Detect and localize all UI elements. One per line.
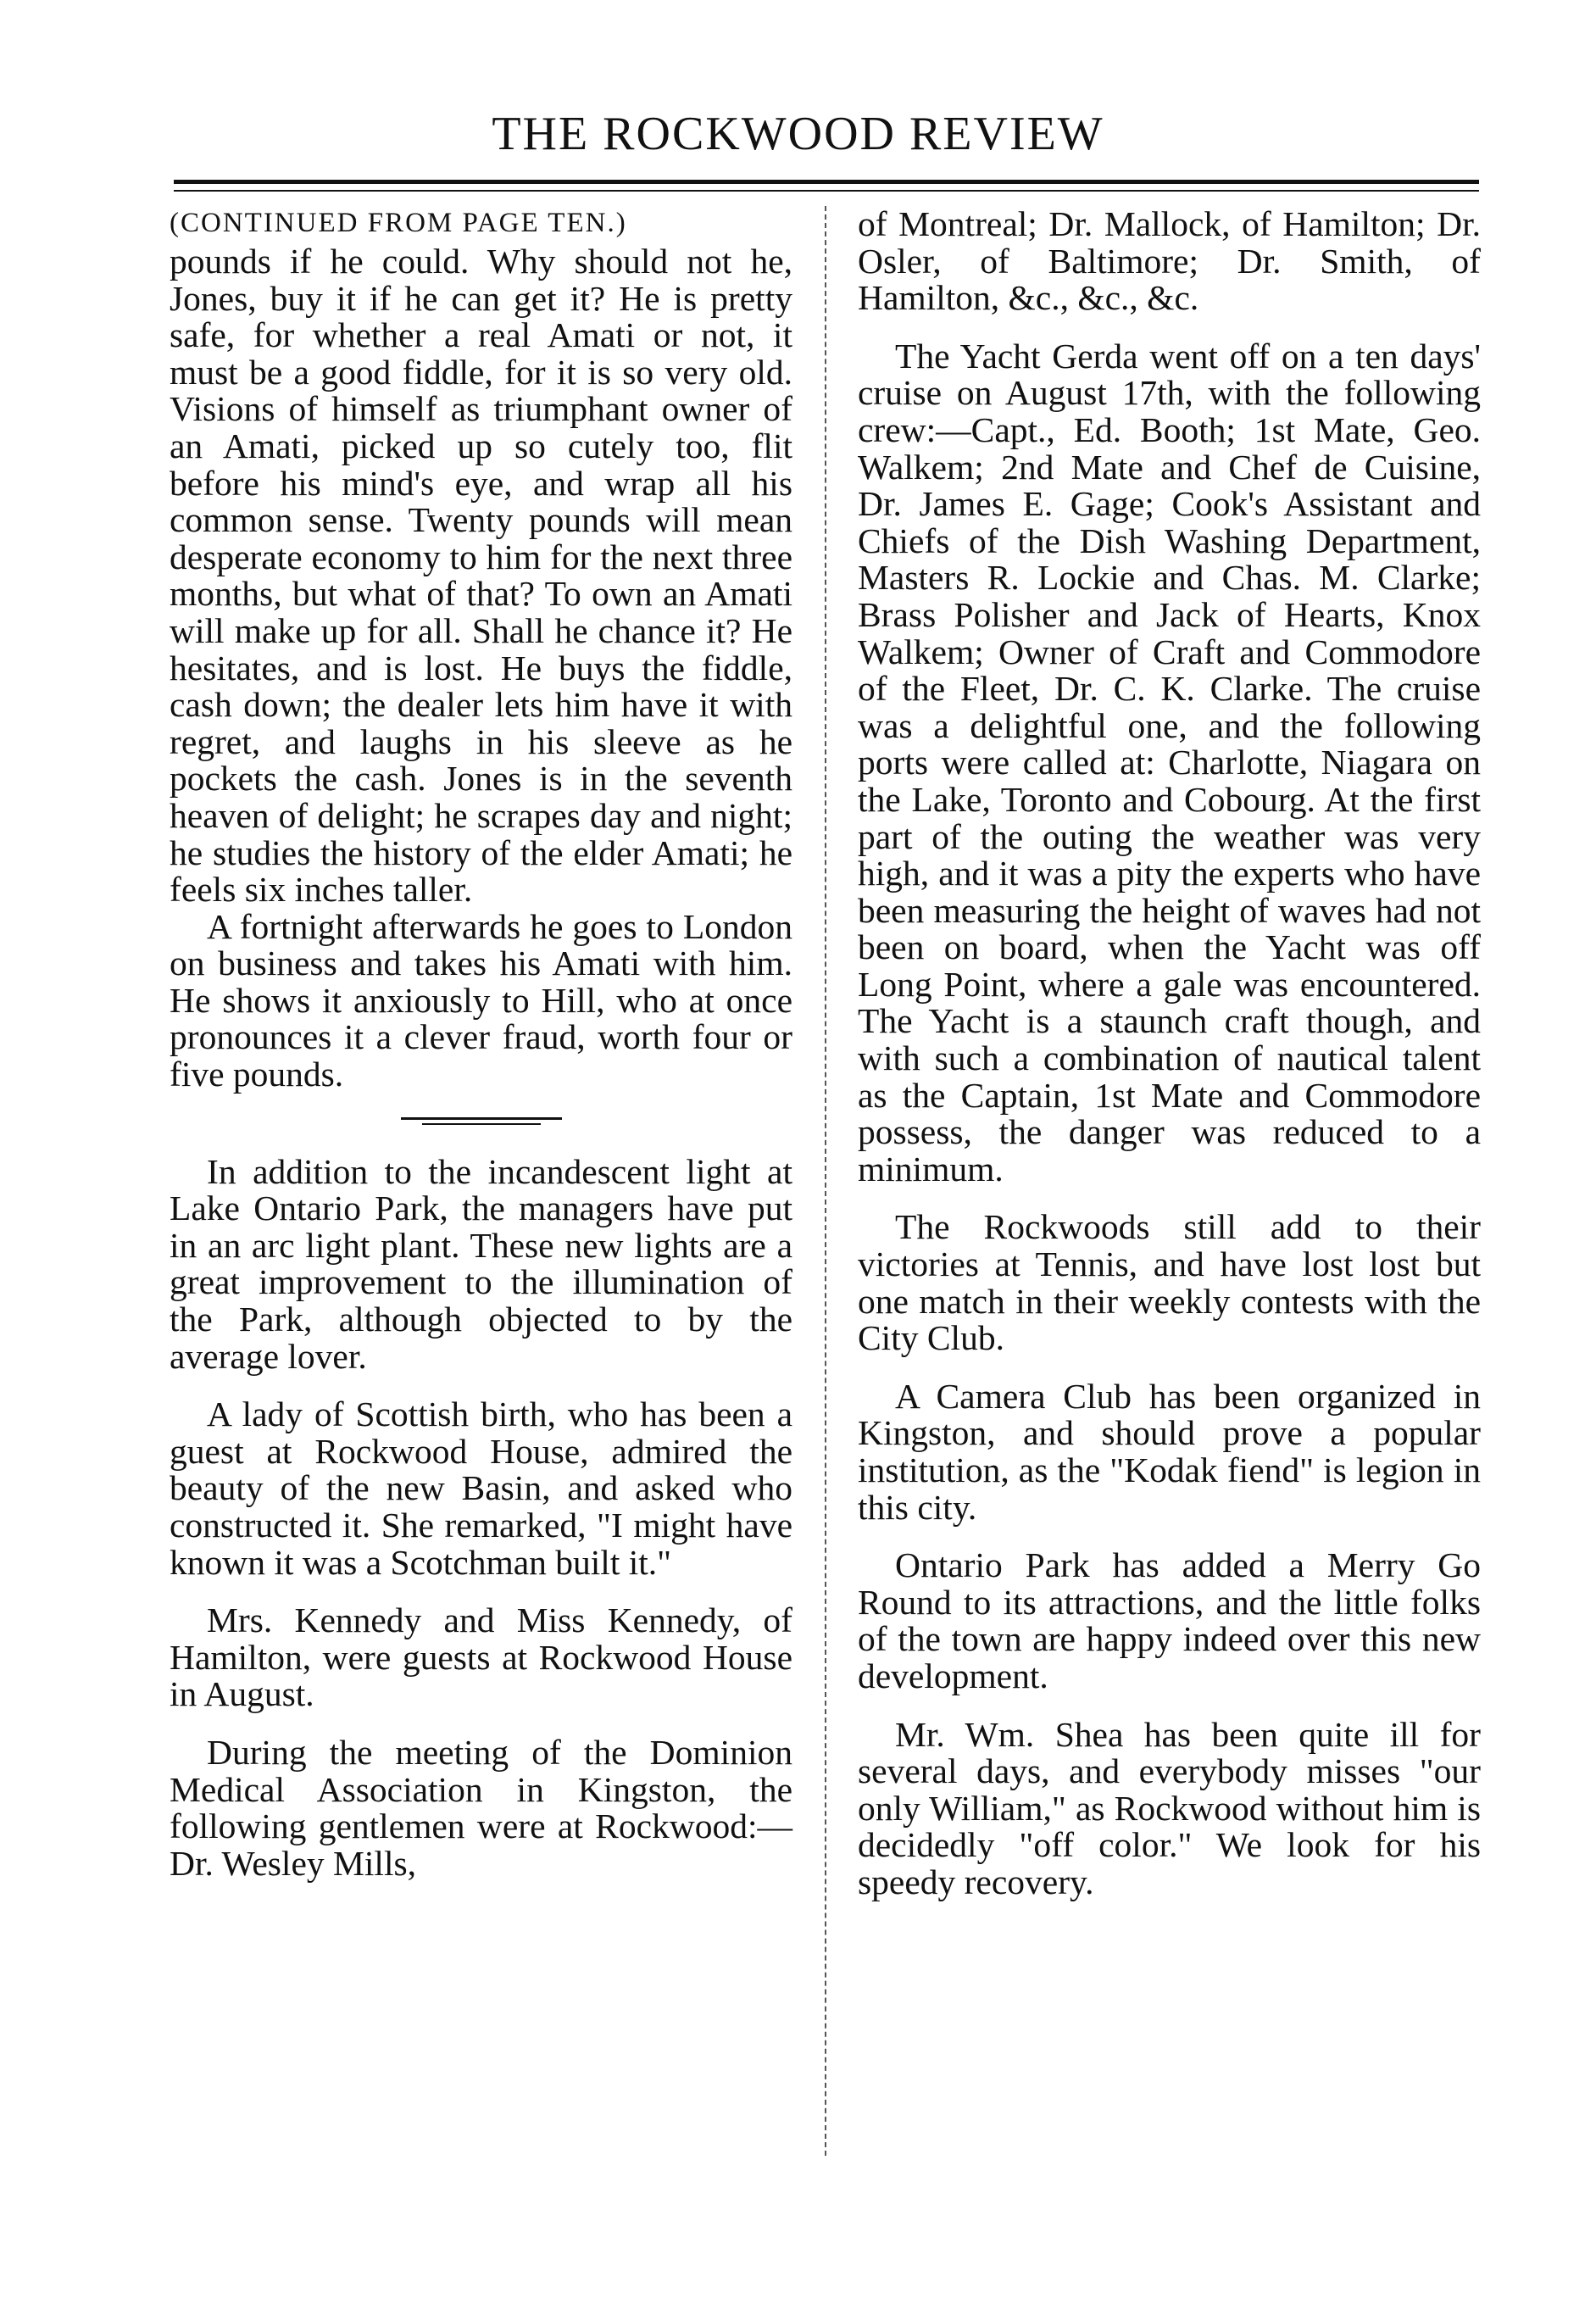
fiddle-story-conclusion: A fortnight afterwards he goes to London on business and takes his Amati with him. He shows it anxiously to Hill, who at once pronounces it a clever fraud, worth four or five pounds. [170, 906, 792, 1094]
fiddle-story-paragraph-end: pounds if he could. Why should not he, Jones, buy it if he can get it? He is pretty safe, for whether a real Amati or not, it must be a good fiddle, for it is so very old. Visions of himself as triumphant owner of an Amati, picked up so cutely too, flit before his mind's eye, and wrap all his common sense. Twenty pounds will mean desperate economy to him for the next three months, but what of that? To own an Amati will make up for all. Shall he chance it? He hesitates, and is lost. He buys the fiddle, cash down; the dealer lets him have it with regret, and laughs in his sleeve as he pockets the cash. Jones is in the seventh heaven of delight; he scrapes day and night; he studies the history of the elder Amati; he feels six inches taller. [170, 242, 792, 910]
column-divider [825, 206, 826, 2156]
camera-club-paragraph: A Camera Club has been organized in Kingston, and should prove a popular institution, as the "Kodak fiend" is legion in this city. [858, 1376, 1481, 1527]
masthead-title: THE ROCKWOOD REVIEW [492, 108, 1104, 160]
continued-note: (CONTINUED FROM PAGE TEN.) [170, 208, 627, 238]
left-column [170, 206, 792, 1882]
masthead-rule-thick [174, 180, 1479, 184]
right-column [858, 206, 1481, 1901]
merry-go-round-paragraph: Ontario Park has added a Merry Go Round to its attractions, and the little folks of the town are happy indeed over this new development. [858, 1545, 1481, 1695]
arc-light-paragraph: In addition to the incandescent light at Lake Ontario Park, the managers have put in an arc light plant. These new lights are a great improvement to the illumination of the Park, although objected to by the average lover. [170, 1151, 792, 1376]
masthead-rule-thin [174, 190, 1479, 192]
shea-illness-paragraph: Mr. Wm. Shea has been quite ill for several days, and everybody misses "our only William," as Rockwood without him is decidedly "off color." We look for his speedy recovery. [858, 1714, 1481, 1901]
tennis-paragraph: The Rockwoods still add to their victories at Tennis, and have lost lost but one match in their weekly contests with the City Club. [858, 1207, 1481, 1358]
yacht-gerda-paragraph: The Yacht Gerda went off on a ten days' cruise on August 17th, with the following crew:—Capt., Ed. Booth; 1st Mate, Geo. Walkem; 2nd Mate and Chef de Cuisine, Dr. James E. Gage; Cook's Assistant and Chiefs of the Dish Washing Department, Masters R. Lockie and Chas. M. Clarke; Brass Polisher and Jack of Hearts, Knox Walkem; Owner of Craft and Commodore of the Fleet, Dr. C. K. Clarke. The cruise was a delightful one, and the following ports were called at: Charlotte, Niagara on the Lake, Toronto and Cobourg. At the first part of the outing the weather was very high, and it was a pity the experts who have been measuring the height of waves had not been on board, when the Yacht was off Long Point, where a gale was encountered. The Yacht is a staunch craft though, and with such a combination of nautical talent as the Captain, 1st Mate and Commodore possess, the danger was reduced to a minimum. [858, 336, 1481, 1188]
scottish-lady-paragraph: A lady of Scottish birth, who has been a guest at Rockwood House, admired the beauty of the new Basin, and asked who constructed it. She remarked, "I might have known it was a Scotchman built it." [170, 1394, 792, 1582]
medical-association-paragraph: During the meeting of the Dominion Medical Association in Kingston, the following gentlemen were at Rockwood:—Dr. Wesley Mills, [170, 1732, 792, 1883]
section-separator [401, 1117, 562, 1125]
guest-list-continuation: of Montreal; Dr. Mallock, of Hamilton; Dr. Osler, of Baltimore; Dr. Smith, of Hamilton, &c., &c., &c. [858, 204, 1481, 318]
kennedy-paragraph: Mrs. Kennedy and Miss Kennedy, of Hamilton, were guests at Rockwood House in August. [170, 1600, 792, 1714]
